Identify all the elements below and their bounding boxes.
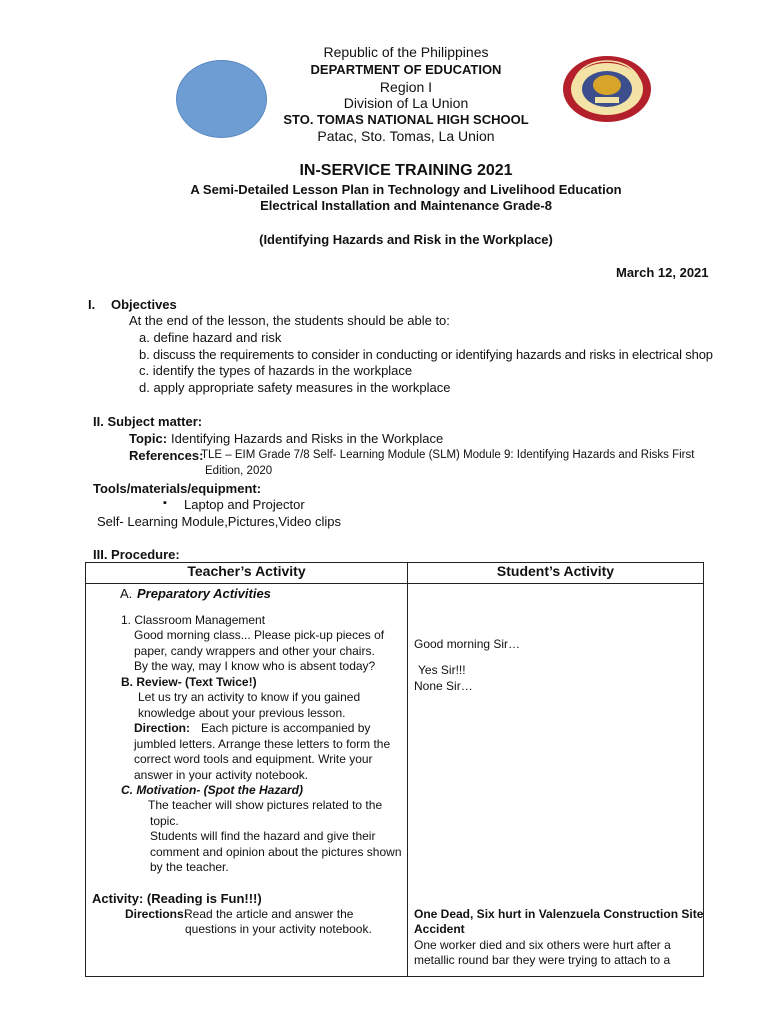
objective-item: b. discuss the requirements to consider in conducting or identifying hazards and risks in electrical shop xyxy=(139,347,713,362)
header-line-republic: Republic of the Philippines xyxy=(323,44,489,60)
activity-directions-label: Directions: xyxy=(125,907,188,921)
teacher-line: by the teacher. xyxy=(150,860,229,874)
student-activity-header: Student’s Activity xyxy=(408,563,704,584)
teacher-line: comment and opinion about the pictures shown xyxy=(150,845,402,859)
objectives-number: I. xyxy=(88,297,96,312)
objective-item: d. apply appropriate safety measures in the workplace xyxy=(139,380,451,395)
student-line: Yes Sir!!! xyxy=(418,663,466,677)
teacher-line: paper, candy wrappers and other your chairs. xyxy=(134,644,375,658)
procedure-heading: III. Procedure: xyxy=(93,547,180,562)
teacher-line: The teacher will show pictures related to the xyxy=(148,798,383,812)
teacher-activity-header: Teacher’s Activity xyxy=(86,563,408,584)
teacher-line: Good morning class... Please pick-up pieces of xyxy=(134,628,385,642)
section-a-label: A. xyxy=(120,586,133,601)
lesson-date: March 12, 2021 xyxy=(616,265,709,280)
tools-label: Tools/materials/equipment: xyxy=(93,481,262,496)
news-body-line: metallic round bar they were trying to attach to a xyxy=(414,953,671,967)
section-c-title: C. Motivation- (Spot the Hazard) xyxy=(121,783,303,797)
teacher-line: By the way, may I know who is absent today? xyxy=(134,659,376,673)
document-subtitle-1: A Semi-Detailed Lesson Plan in Technology and Livelihood Education xyxy=(190,182,622,197)
tool-item: Self- Learning Module,Pictures,Video clips xyxy=(97,514,342,529)
objectives-heading: Objectives xyxy=(111,297,177,312)
subject-heading: II. Subject matter: xyxy=(93,414,203,429)
section-a-title: Preparatory Activities xyxy=(137,586,271,601)
topic-value: Identifying Hazards and Risks in the Workplace xyxy=(171,431,444,446)
topic-label: Topic: xyxy=(129,431,168,446)
teacher-line: questions in your activity notebook. xyxy=(185,922,372,936)
references-value-cont: Edition, 2020 xyxy=(205,465,273,477)
document-subtitle-2: Electrical Installation and Maintenance Grade-8 xyxy=(260,198,552,213)
objective-item: a. define hazard and risk xyxy=(139,330,282,345)
procedure-table xyxy=(85,562,704,977)
teacher-line: Each picture is accompanied by xyxy=(201,721,371,735)
references-value: TLE – EIM Grade 7/8 Self- Learning Module (SLM) Module 9: Identifying Hazards and Risks First xyxy=(201,449,695,461)
header-line-address: Patac, Sto. Tomas, La Union xyxy=(317,128,495,144)
lesson-topic: (Identifying Hazards and Risk in the Workplace) xyxy=(259,232,553,247)
section-b-title: B. Review- (Text Twice!) xyxy=(121,675,257,689)
objectives-intro: At the end of the lesson, the students should be able to: xyxy=(129,313,450,328)
news-headline: One Dead, Six hurt in Valenzuela Construction Site xyxy=(414,907,704,921)
teacher-line: Students will find the hazard and give their xyxy=(150,829,376,843)
teacher-line: Let us try an activity to know if you gained xyxy=(138,690,361,704)
teacher-line: jumbled letters. Arrange these letters to form the xyxy=(134,737,391,751)
activity-title: Activity: (Reading is Fun!!!) xyxy=(92,891,262,906)
news-headline-cont: Accident xyxy=(414,922,465,936)
document-title: IN-SERVICE TRAINING 2021 xyxy=(299,162,513,179)
classroom-management-title: 1. Classroom Management xyxy=(121,613,266,627)
bullet-icon: ▪ xyxy=(163,497,167,509)
objective-item: c. identify the types of hazards in the workplace xyxy=(139,363,413,378)
teacher-activity-cell xyxy=(86,584,407,976)
teacher-line: topic. xyxy=(150,814,179,828)
tool-item: Laptop and Projector xyxy=(184,497,305,512)
header-line-deped: DEPARTMENT OF EDUCATION xyxy=(310,62,502,77)
student-line: Good morning Sir… xyxy=(414,637,521,651)
teacher-line: answer in your activity notebook. xyxy=(134,768,309,782)
header-line-region: Region I xyxy=(379,79,433,95)
student-line: None Sir… xyxy=(414,679,473,693)
student-activity-cell xyxy=(408,584,703,976)
references-label: References: xyxy=(129,448,204,463)
direction-label: Direction: xyxy=(134,721,191,735)
header-line-school: STO. TOMAS NATIONAL HIGH SCHOOL xyxy=(283,112,529,127)
header-line-division: Division of La Union xyxy=(343,95,469,111)
teacher-line: correct word tools and equipment. Write your xyxy=(134,752,373,766)
teacher-line: Read the article and answer the xyxy=(184,907,354,921)
news-body-line: One worker died and six others were hurt after a xyxy=(414,938,671,952)
teacher-line: knowledge about your previous lesson. xyxy=(138,706,346,720)
